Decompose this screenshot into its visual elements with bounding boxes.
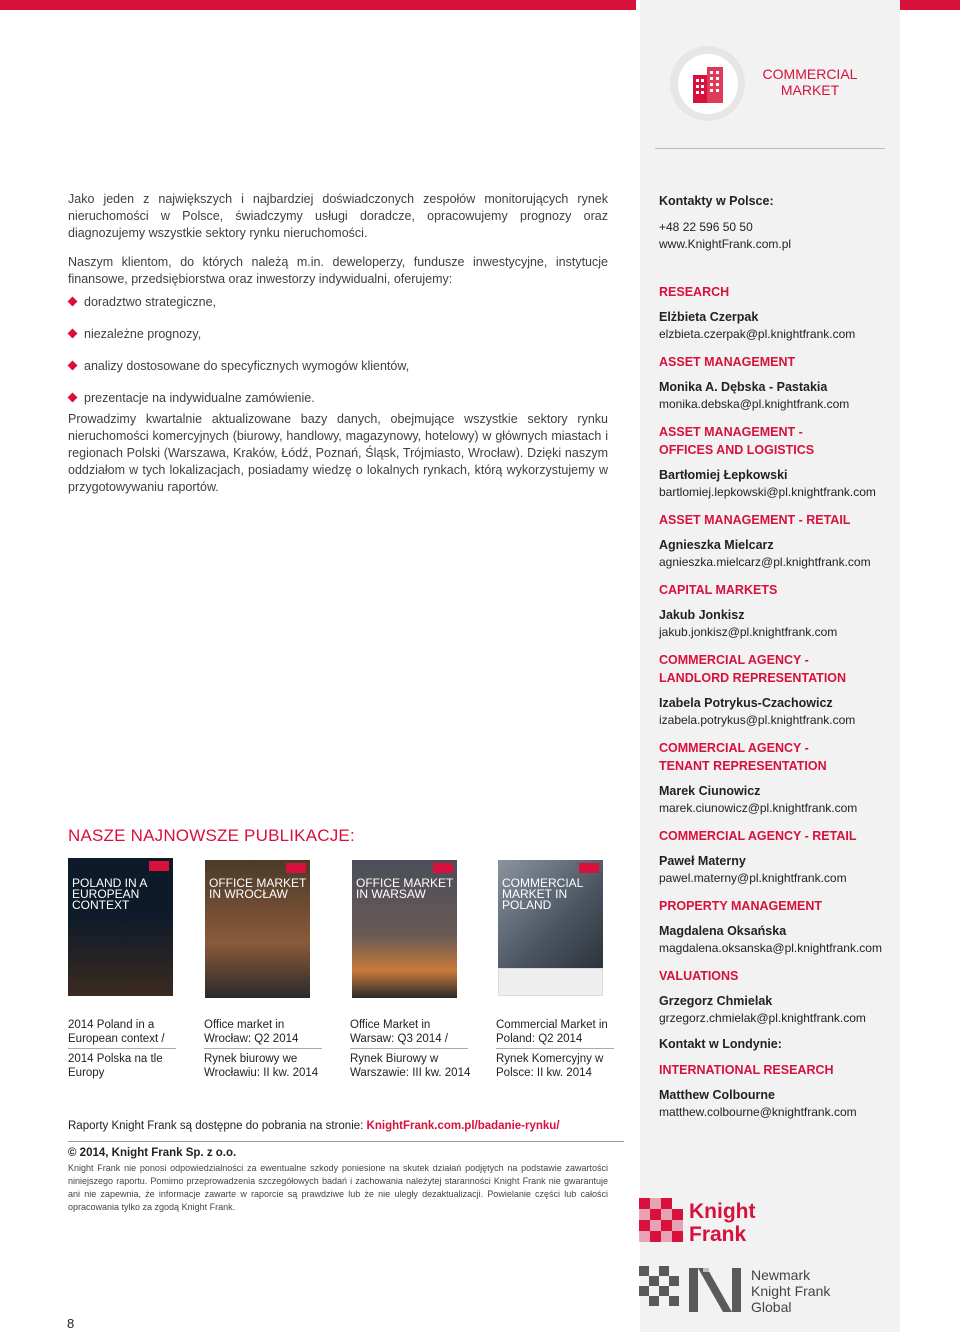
contact-email[interactable]: bartlomiej.lepkowski@pl.knightfrank.com [659,485,876,499]
contact-name: Marek Ciunowicz [659,784,761,798]
cover-title: OFFICE MARKET IN WROCŁAW [209,876,307,901]
caption-divider [68,1048,176,1049]
london-contact [659,1061,894,1121]
contact-section-title: PROPERTY MANAGEMENT [659,899,822,913]
services-list [68,294,608,407]
contact-section-title: OFFICES AND LOGISTICS [659,443,815,457]
contact-section-title: CAPITAL MARKETS [659,583,778,597]
footer-divider [68,1141,624,1142]
contact-name: Matthew Colbourne [659,1088,775,1102]
contact-section [659,283,894,343]
intro-paragraph-2: Naszym klientom, do których należą m.in. deweloperzy, fundusze inwestycyjne, instytucje finansowe, przedsiębiorstwa oraz inwestorzy indywidualni, oferujemy: [68,255,608,286]
contact-email[interactable]: izabela.potrykus@pl.knightfrank.com [659,713,856,727]
contact-section-title: COMMERCIAL AGENCY - [659,741,809,755]
contact-section [659,651,894,729]
contacts-heading: Kontakty w Polsce: [659,194,774,208]
contact-name: Jakub Jonkisz [659,608,745,622]
contact-name: Monika A. Dębska - Pastakia [659,380,828,394]
list-item: analizy dostosowane do specyficznych wymogów klientów, [68,358,608,375]
cover-title: COMMERCIAL MARKET IN POLAND [502,876,583,912]
cover-title: OFFICE MARKET IN WARSAW [356,876,454,901]
contact-section [659,353,894,413]
contact-name: Agnieszka Mielcarz [659,538,774,552]
commercial-market-label [750,66,870,98]
contact-section-title: LANDLORD REPRESENTATION [659,671,847,685]
contact-section [659,897,894,957]
contact-email[interactable]: grzegorz.chmielak@pl.knightfrank.com [659,1011,866,1025]
cover-logo-icon [149,861,169,871]
intro-paragraph-3: Prowadzimy kwartalnie aktualizowane bazy danych, obejmujące wszystkie sektory rynku nieruchomości komercyjnych (biurowy, handlowy, magazynowy, hotelowy) w głównych miastach i regionach Polski (Warszawa, Kraków, Łódź, Poznań, Śląsk, Trójmiasto, Wrocław). Dzięki naszym oddziałom w tych lokalizacjach, posiadamy wiedzę o lokalnych rynkach, którą wykorzystujemy w przygotowywaniu raportów. [68,412,608,494]
badge-line-1: COMMERCIAL [762,66,858,82]
reports-text: Raporty Knight Frank są dostępne do pobrania na stronie: [68,1120,367,1132]
publication-caption-en: Office Market in Warsaw: Q3 2014 / [350,1019,449,1045]
contact-email[interactable]: agnieszka.mielcarz@pl.knightfrank.com [659,555,871,569]
nk-logo-line-1: Newmark [751,1267,811,1283]
contact-section [659,423,894,501]
publication-caption-en: 2014 Poland in a European context / [68,1019,165,1045]
reports-link[interactable]: KnightFrank.com.pl/badanie-rynku/ [366,1120,560,1132]
publication-cover[interactable] [498,860,603,996]
contact-website[interactable]: www.KnightFrank.com.pl [659,237,792,251]
contact-section [659,1061,894,1121]
page-number: 8 [67,1316,75,1331]
caption-divider [204,1048,322,1049]
badge-line-2: MARKET [780,82,840,98]
contact-name: Paweł Materny [659,854,746,868]
disclaimer: Knight Frank nie ponosi odpowiedzialności za ewentualne szkody poniesione na skutek działań podjętych na podstawie zawartości niniejszego raportu. Pomimo przeprowadzenia szczegółowych badań i zachowania należytej staranności Knight Frank nie gwarantuje ani nie zapewnia, że informacje zawarte w raporcie są prawdziwe lub że nie uległy dezaktualizacji. Powielanie części lub całości opracowania tylko za zgodą Knight Frank. [68,1163,608,1212]
caption-divider [496,1048,614,1049]
knight-frank-logo [639,1198,759,1248]
contact-section-title: TENANT REPRESENTATION [659,759,827,773]
contact-section [659,967,894,1027]
contact-email[interactable]: elzbieta.czerpak@pl.knightfrank.com [659,327,856,341]
contacts-panel [659,194,894,1121]
header-divider [655,148,885,149]
cover-title: POLAND IN A EUROPEAN CONTEXT [72,876,147,912]
contact-section-title: ASSET MANAGEMENT - [659,425,803,439]
contact-section [659,511,894,571]
london-heading: Kontakt w Londynie: [659,1037,782,1051]
nk-logo-line-3: Global [751,1299,792,1315]
contact-name: Bartłomiej Łepkowski [659,468,788,482]
contact-section-title: RESEARCH [659,285,730,299]
contact-section-title: COMMERCIAL AGENCY - RETAIL [659,829,857,843]
contact-section-title: VALUATIONS [659,969,739,983]
kf-logo-line-2: Frank [689,1223,747,1246]
publication-caption-pl: 2014 Polska na tle Europy [68,1053,163,1079]
top-accent-bar [0,0,636,10]
contact-email[interactable]: jakub.jonkisz@pl.knightfrank.com [659,625,838,639]
copyright: © 2014, Knight Frank Sp. z o.o. [68,1147,237,1159]
publication-cover[interactable] [68,858,173,996]
contact-email[interactable]: matthew.colbourne@knightfrank.com [659,1105,857,1119]
contact-section [659,581,894,641]
publication-cover[interactable] [352,860,457,998]
contact-name: Grzegorz Chmielak [659,994,773,1008]
contact-section [659,827,894,887]
commercial-market-badge-icon [670,46,745,121]
list-item: niezależne prognozy, [68,326,608,343]
publications-covers [68,858,628,996]
contact-phone[interactable]: +48 22 596 50 50 [659,220,753,234]
contact-name: Izabela Potrykus-Czachowicz [659,696,833,710]
contact-section-title: ASSET MANAGEMENT - RETAIL [659,513,851,527]
contact-section-title: COMMERCIAL AGENCY - [659,653,809,667]
publication-caption-en: Commercial Market in Poland: Q2 2014 [496,1019,608,1045]
contact-email[interactable]: pawel.materny@pl.knightfrank.com [659,871,847,885]
kf-logo-line-1: Knight [689,1200,756,1223]
top-accent-bar-right [900,0,960,10]
publication-caption-pl: Rynek Komercyjny w Polsce: II kw. 2014 [496,1053,604,1079]
list-item: doradztwo strategiczne, [68,294,608,311]
cover-logo-icon [579,863,599,873]
cover-bottom-panel [498,968,603,996]
intro-text [68,191,608,508]
contact-email[interactable]: monika.debska@pl.knightfrank.com [659,397,850,411]
publication-caption-pl: Rynek biurowy we Wrocławiu: II kw. 2014 [204,1053,319,1079]
contact-section-title: ASSET MANAGEMENT [659,355,796,369]
cover-logo-icon [286,863,306,873]
intro-paragraph-1: Jako jeden z największych i najbardziej doświadczonych zespołów monitorujących rynek nieruchomości w Polsce, świadczymy usługi doradcze, opracowujemy prognozy oraz diagnozujemy wszystkie sektory rynku nieruchomości. [68,192,608,240]
newmark-knight-frank-logo [639,1266,869,1316]
publication-caption-en: Office market in Wrocław: Q2 2014 [204,1019,299,1045]
contact-name: Magdalena Oksańska [659,924,787,938]
caption-divider [350,1048,468,1049]
contact-section-title: INTERNATIONAL RESEARCH [659,1063,834,1077]
contact-email[interactable]: marek.ciunowicz@pl.knightfrank.com [659,801,858,815]
reports-download-note [68,1120,560,1132]
list-item: prezentacje na indywidualne zamówienie. [68,390,608,407]
contact-section [659,739,894,817]
publications-title: NASZE NAJNOWSZE PUBLIKACJE: [68,826,355,845]
publication-cover[interactable] [205,860,310,998]
nk-logo-line-2: Knight Frank [751,1283,831,1299]
contact-sections [659,283,894,1027]
contact-name: Elżbieta Czerpak [659,310,759,324]
contact-email[interactable]: magdalena.oksanska@pl.knightfrank.com [659,941,882,955]
cover-logo-icon [433,863,453,873]
publication-caption-pl: Rynek Biurowy w Warszawie: III kw. 2014 [350,1053,471,1079]
